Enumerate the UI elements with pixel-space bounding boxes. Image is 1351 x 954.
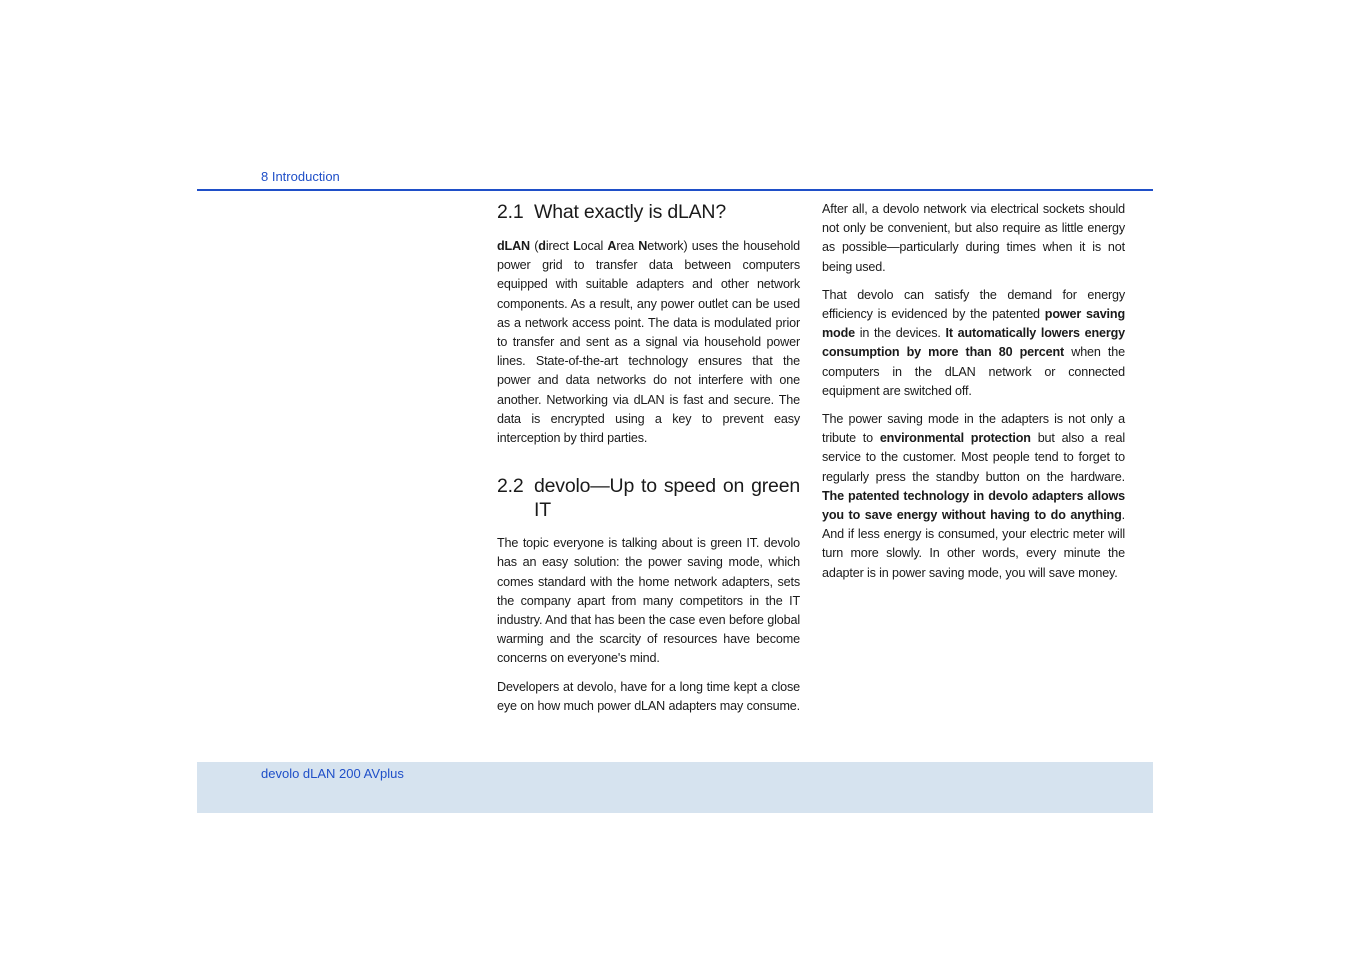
running-header: 8 Introduction xyxy=(261,169,340,184)
text-run: irect xyxy=(545,239,574,253)
header-rule xyxy=(197,189,1153,191)
text-run: The power saving mode in the adapters is not only a tribute to xyxy=(822,412,1125,446)
efficiency-paragraph xyxy=(822,286,1125,401)
text-run: That devolo can satisfy the demand for energy efficiency is evidenced by the patented xyxy=(822,287,1125,322)
text-run: ( xyxy=(529,239,539,253)
section-number: 2.1 xyxy=(497,201,524,223)
section-2-1-heading xyxy=(497,200,800,224)
text-run: but also a real service to the customer. Most people tend to forget to regularly press the standby button on the hardware. xyxy=(822,431,1125,484)
bold-letter: A xyxy=(607,239,617,253)
dlan-paragraph xyxy=(497,237,800,448)
right-column xyxy=(822,200,1125,592)
text-run: ocal xyxy=(580,239,608,253)
section-title: devolo—Up to speed on green IT xyxy=(534,475,800,522)
bold-phrase: The patented technology in devolo adapters allows you to save energy without having to do anything xyxy=(822,488,1125,523)
text-run: rea xyxy=(616,239,639,253)
bold-phrase: It automatically lowers energy consumption by more than 80 percent xyxy=(822,326,1125,360)
text-run: in the devices. xyxy=(855,326,946,341)
text-run: when the computers in the dLAN network or connected equipment are switched off. xyxy=(822,345,1125,398)
section-number: 2.2 xyxy=(497,475,524,498)
developers-paragraph-continued: After all, a devolo network via electrical sockets should not only be convenient, but also require as little energy as possible—particularly during times when it is not being used. xyxy=(822,202,1125,274)
bold-letter: L xyxy=(573,239,581,253)
section-title: What exactly is dLAN? xyxy=(534,201,726,223)
developers-paragraph: Developers at devolo, have for a long time kept a close eye on how much power dLAN adapters may consume. xyxy=(497,679,800,713)
bold-letter: N xyxy=(638,239,648,253)
bold-letter: d xyxy=(538,239,546,253)
section-2-2-heading xyxy=(497,474,800,522)
green-it-paragraph: The topic everyone is talking about is green IT. devolo has an easy solution: the power saving mode, which comes standard with the home network adapters, sets the company apart from many competitors in the IT industry. And that has been the case even before global warming and the scarcity of resources have become concerns on everyone's mind. xyxy=(497,536,800,666)
text-run: . And if less energy is consumed, your electric meter will turn more slowly. In other words, every minute the adapter is in power saving mode, you will save money. xyxy=(822,508,1125,580)
bold-phrase: environmental protection xyxy=(879,431,1031,446)
left-column xyxy=(497,198,800,725)
environment-paragraph xyxy=(822,410,1125,583)
text-run: etwork) uses the household power grid to transfer data between computers equipped with suitable adapters and other network components. As a result, any power outlet can be used as a network access point. The data is modulated prior to transfer and sent as a signal via household power lines. State-of-the-art technology ensures that the power and data networks do not interfere with one another. Networking via dLAN is fast and secure. The data is encrypted using a key to prevent easy interception by third parties. xyxy=(497,239,800,446)
footer-product-name: devolo dLAN 200 AVplus xyxy=(261,766,404,781)
bold-term: dLAN xyxy=(497,239,530,253)
bold-phrase: power saving mode xyxy=(822,307,1125,341)
